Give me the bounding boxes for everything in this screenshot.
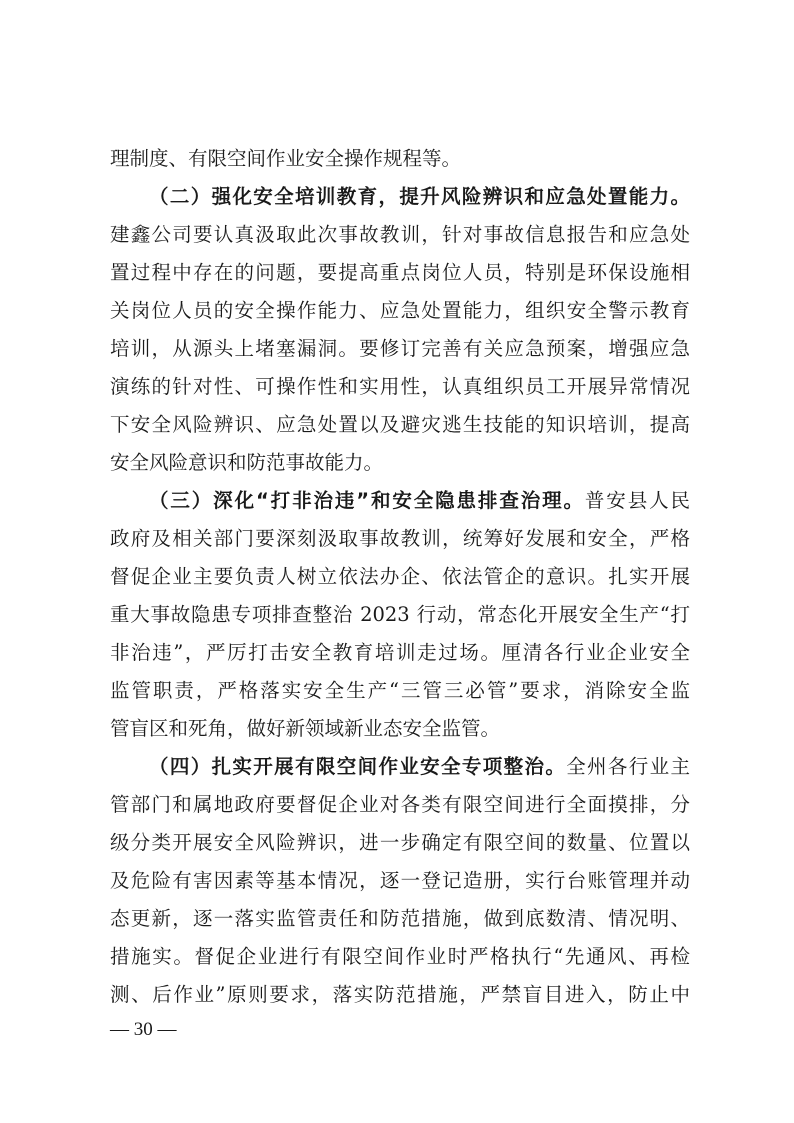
body-line: 督促企业主要负责人树立依法办企、依法管企的意识。扎实开展 [110, 565, 690, 588]
section-first-line-4 [110, 748, 690, 786]
body-line: 级分类开展安全风险辨识，进一步确定有限空间的数量、位置以 [110, 831, 690, 854]
body-text: 全州各行业主 [566, 755, 690, 778]
section-heading-2: （二）强化安全培训教育，提升风险辨识和应急处置能力。 [149, 185, 690, 208]
body-line: 非治违”，严厉打击安全教育培训走过场。厘清各行业企业安全 [110, 641, 690, 664]
body-line: 下安全风险辨识、应急处置以及避灾逃生技能的知识培训，提高 [110, 413, 690, 436]
page-number: — 30 — [110, 1019, 177, 1040]
body-line: 重大事故隐患专项排查整治 2023 行动，常态化开展安全生产“打 [110, 603, 690, 626]
body-text: 普安县人民 [584, 489, 690, 512]
body-line: 政府及相关部门要深刻汲取事故教训，统筹好发展和安全，严格 [110, 527, 690, 550]
body-line: 管盲区和死角，做好新领域新业态安全监管。 [110, 717, 501, 740]
body-line: 态更新，逐一落实监管责任和防范措施，做到底数清、情况明、 [110, 907, 690, 930]
body-line: 关岗位人员的安全操作能力、应急处置能力，组织安全警示教育 [110, 299, 690, 322]
body-line: 监管职责，严格落实安全生产“三管三必管”要求，消除安全监 [110, 679, 690, 702]
body-line: 建鑫公司要认真汲取此次事故教训，针对事故信息报告和应急处 [110, 223, 690, 246]
body-line: 管部门和属地政府要督促企业对各类有限空间进行全面摸排，分 [110, 793, 690, 816]
body-line: 培训，从源头上堵塞漏洞。要修订完善有关应急预案，增强应急 [110, 337, 690, 360]
body-line: 测、后作业”原则要求，落实防范措施，严禁盲目进入，防止中 [110, 983, 690, 1006]
body-line: 理制度、有限空间作业安全操作规程等。 [110, 147, 462, 170]
body-line: 安全风险意识和防范事故能力。 [110, 451, 384, 474]
section-first-line-3 [110, 482, 690, 520]
section-heading-4: （四）扎实开展有限空间作业安全专项整治。 [149, 755, 567, 778]
section-heading-3: （三）深化“打非治违”和安全隐患排查治理。 [149, 489, 585, 512]
body-line: 措施实。督促企业进行有限空间作业时严格执行“先通风、再检 [110, 945, 690, 968]
document-body [110, 140, 690, 1014]
body-line: 置过程中存在的问题，要提高重点岗位人员，特别是环保设施相 [110, 261, 690, 284]
body-line: 及危险有害因素等基本情况，逐一登记造册，实行台账管理并动 [110, 869, 690, 892]
body-line: 演练的针对性、可操作性和实用性，认真组织员工开展异常情况 [110, 375, 690, 398]
